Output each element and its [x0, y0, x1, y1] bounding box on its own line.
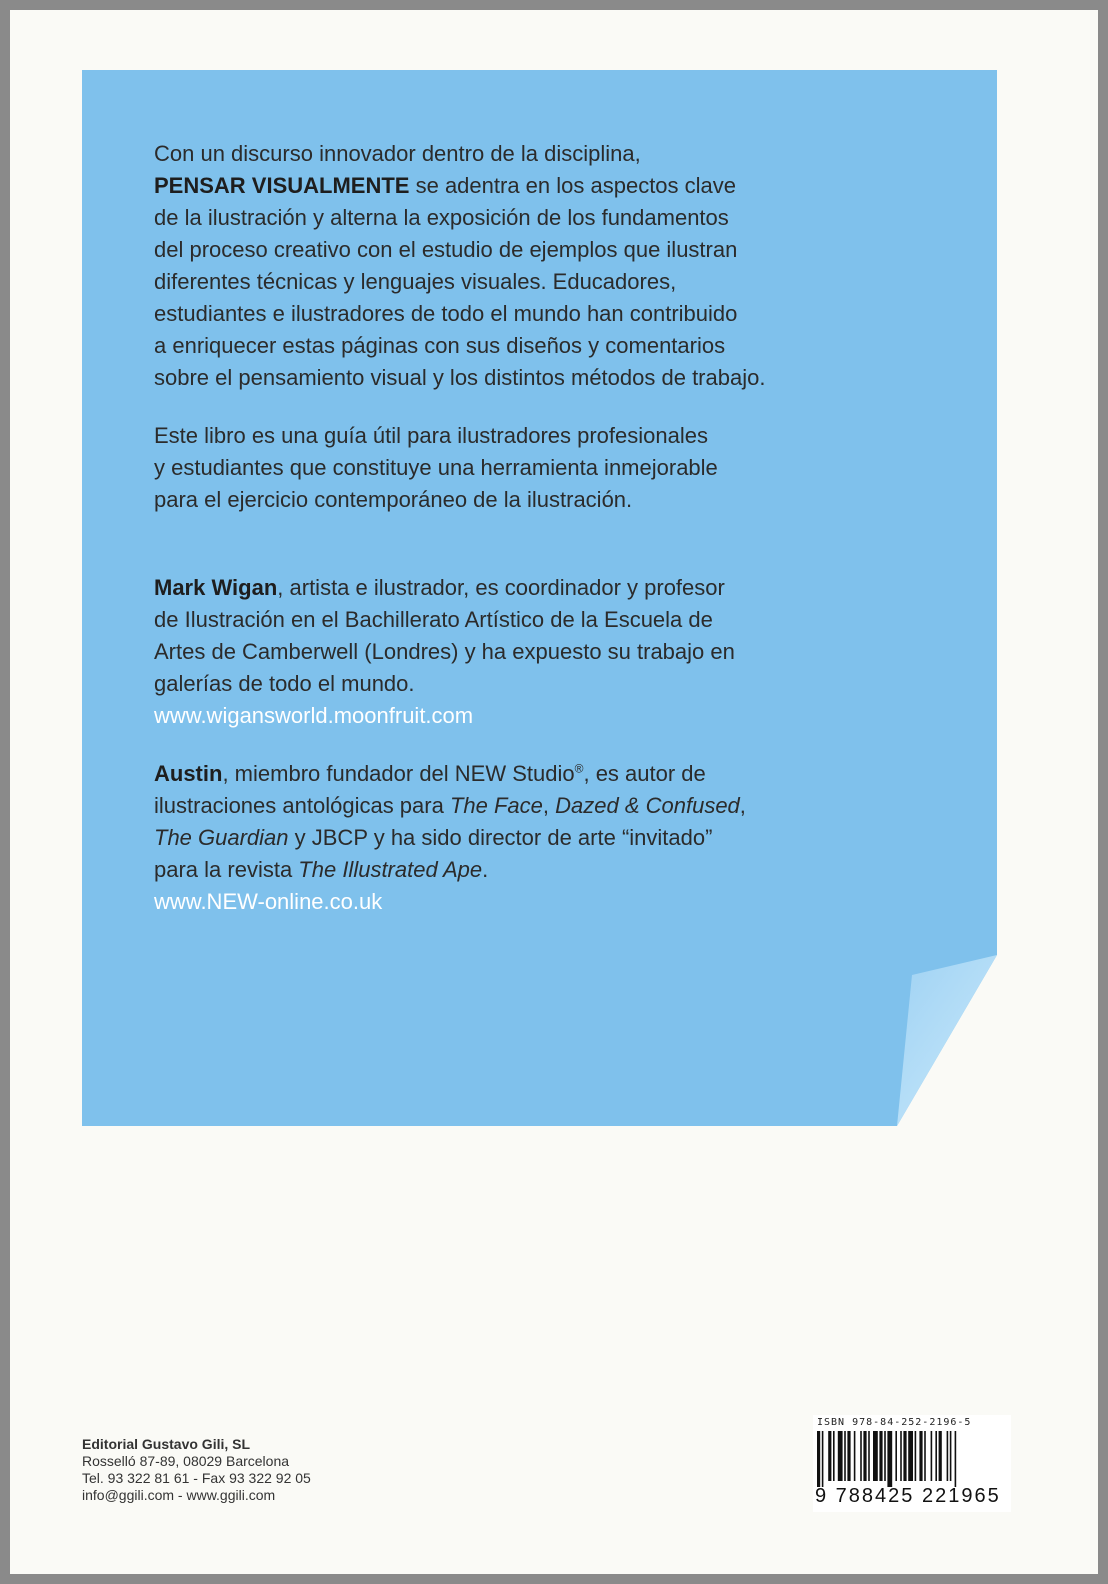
publisher-name: Editorial Gustavo Gili, SL	[82, 1436, 251, 1452]
author-website-link[interactable]: www.NEW-online.co.uk	[154, 889, 383, 914]
purpose-paragraph: Este libro es una guía útil para ilustradores profesionales y estudiantes que constituye una herramienta inmejorable para el ejercicio contemporáneo de la ilustración.	[154, 423, 718, 512]
isbn-label: ISBN 978-84-252-2196-5	[817, 1417, 972, 1428]
page-curl-corner	[897, 955, 997, 1126]
publisher-address: Rosselló 87-89, 08029 Barcelona	[82, 1453, 290, 1469]
publisher-phone: Tel. 93 322 81 61 - Fax 93 322 92 05	[82, 1470, 311, 1486]
author-name: Austin	[154, 761, 223, 786]
author-website-link[interactable]: www.wigansworld.moonfruit.com	[154, 703, 474, 728]
author-name: Mark Wigan	[154, 575, 278, 600]
book-title-inline: PENSAR VISUALMENTE	[154, 173, 410, 198]
author-bio-mark-wigan: Mark Wigan, artista e ilustrador, es coordinador y profesor de Ilustración en el Bachillerato Artístico de la Escuela de Artes de Camberwell (Londres) y ha expuesto su trabajo en galerías de todo el mundo. www.wigansworld.moonfruit.com	[154, 575, 735, 728]
barcode-digits: 9 788425 221965	[815, 1485, 1001, 1507]
barcode-bars	[817, 1431, 1007, 1487]
back-cover-text	[154, 138, 954, 918]
author-bio-austin: Austin, miembro fundador del NEW Studio®, es autor de ilustraciones antológicas para The Face, Dazed & Confused, The Guardian y JBCP y ha sido director de arte “invitado” para la revista The Illustrated Ape. www.NEW-online.co.uk	[154, 761, 746, 914]
synopsis-paragraph: Con un discurso innovador dentro de la disciplina, PENSAR VISUALMENTE se adentra en los aspectos clave de la ilustración y alterna la exposición de los fundamentos del proceso creativo con el estudio de ejemplos que ilustran diferentes técnicas y lenguajes visuales. Educadores, estudiantes e ilustradores de todo el mundo han contribuido a enriquecer estas páginas con sus diseños y comentarios sobre el pensamiento visual y los distintos métodos de trabajo.	[154, 141, 766, 390]
publisher-contact[interactable]: info@ggili.com - www.ggili.com	[82, 1487, 276, 1503]
publisher-info	[82, 1436, 311, 1504]
isbn-barcode	[813, 1415, 1011, 1512]
